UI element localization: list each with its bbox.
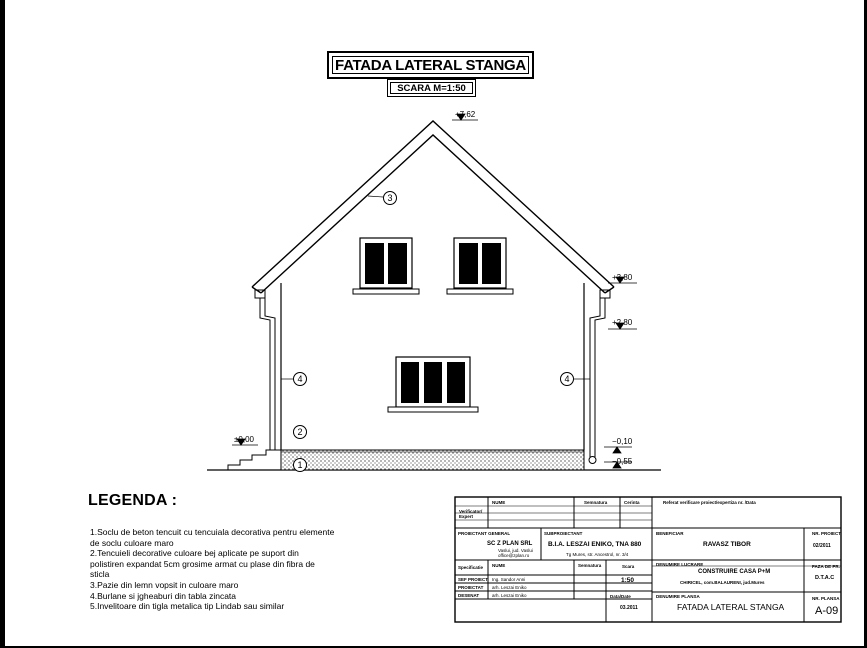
tb-beneficiar-label: BENEFICIAR [656,531,684,536]
callout-4-right: 4 [560,372,574,386]
tb-arch-name: B.I.A. LESZAI ENIKO, TNA 880 [548,541,642,548]
tb-subproiectant-label: SUBPROIECTANT [544,531,583,536]
tb-col-nume: NUME [492,500,506,505]
callout-4-left: 4 [293,372,307,386]
tb-firm-sub: Vaslui, jud. Vaslui [498,548,533,553]
window-upper-left [353,238,419,294]
tb-faza-label: FAZA DE PR. [812,564,840,569]
legend-item: 5.Invelitoare din tigla metalica tip Lindab sau similar [90,601,285,612]
tb-sef-proiect-label: SEF PROIECT [458,577,489,582]
level-base-2: −0,55 [612,457,633,466]
tb-sef-proiect: Ing. Sandor Anni [492,577,526,582]
window-upper-right [447,238,513,294]
tb-faza: D.T.A.C [815,575,835,581]
left-gutter [255,290,279,450]
roof-outline [252,121,614,293]
legend-title: LEGENDA : [88,492,178,509]
tb-col-cerinta: Cerinta [624,500,640,505]
callout-2: 2 [293,425,307,439]
legend-item: 3.Pazie din lemn vopsit in culoare maro [90,579,239,590]
tb-nr-proiect: 02/2011 [813,543,831,549]
callout-1: 1 [293,458,307,472]
tb-nr-proiect-label: NR. PROIECT [812,531,842,536]
level-ridge: +7,62 [455,110,476,119]
tb-desenat: arh. Leszai Eniko [492,593,527,598]
tb-beneficiar: RAVASZ TIBOR [703,541,751,548]
tb-proiectat: arh. Leszai Eniko [492,585,527,590]
right-gutter [589,290,610,464]
legend-item: sticla [90,569,110,580]
tb-desenat-label: DESENAT [458,593,480,598]
tb-lucrare: CONSTRUIRE CASA P+M [698,569,771,575]
legend-item: de soclu culoare maro [90,537,174,548]
tb-semnatura-label: Semnatura [578,563,602,568]
level-eave: +3,80 [612,273,633,282]
legend-item: 4.Burlane si jgheaburi din tabla zincata [90,590,237,601]
tb-proiectat-label: PROIECTAT [458,585,484,590]
tb-nr-plansa: A-09 [815,605,839,617]
tb-nume-label: NUME [492,563,506,568]
level-base-1: −0,10 [612,437,633,446]
tb-firm-sub2: office@zplan.ro [498,553,530,558]
tb-ref-text: Referat verificare proiect/expertiza nr. /Data [663,500,756,505]
level-zero: ±0,00 [234,435,254,444]
level-markers [232,114,637,468]
legend-list [90,527,355,612]
drawing-scale: SCARA M=1:50 [397,82,466,94]
drawing-title-box [327,51,534,79]
tb-lucrare-loc: CHIRICEL, com.BALAURENI, jud.Mures [680,580,765,585]
legend-item: polistiren expandat 5cm grosime armat cu plase din fibra de [90,558,315,569]
tb-scara-label: Scara [622,564,635,569]
legend-item: 2.Tencuieli decorative culoare bej aplicate pe suport din [90,548,299,559]
tb-verif-label: Verificator/ Expert [459,509,483,519]
tb-denumire-plansa-label: DENUMIRE PLANSA [656,594,700,599]
tb-arch-sub: Tg Mures, str. Ancestrol, nr. 3/4 [566,552,629,557]
callout-3: 3 [383,191,397,205]
tb-firm-name: SC Z PLAN SRL [487,541,533,547]
drawing-scale-box [387,79,476,97]
tb-scara: 1:50 [621,577,635,584]
callout-leaders [281,196,590,379]
tb-plansa: FATADA LATERAL STANGA [677,602,785,612]
tb-proiectant-general-label: PROIECTANT GENERAL [458,531,511,536]
entrance-steps [228,450,281,470]
tb-col-semnatura: Semnatura [584,500,608,505]
tb-data: 03.2011 [620,605,638,611]
level-upper: +2,80 [612,318,633,327]
drawing-title: FATADA LATERAL STANGA [335,56,526,74]
plinth [281,450,584,470]
window-ground-floor [388,357,478,412]
tb-spec-label: Specificatie [458,565,484,570]
legend-item: 1.Soclu de beton tencuit cu tencuiala decorativa pentru elemente [90,527,335,537]
tb-nr-plansa-label: NR. PLANSA [812,596,840,601]
tb-denumire-lucrare-label: DENUMIRE LUCRARE [656,562,704,567]
tb-data-label: Data/Date [610,594,631,599]
